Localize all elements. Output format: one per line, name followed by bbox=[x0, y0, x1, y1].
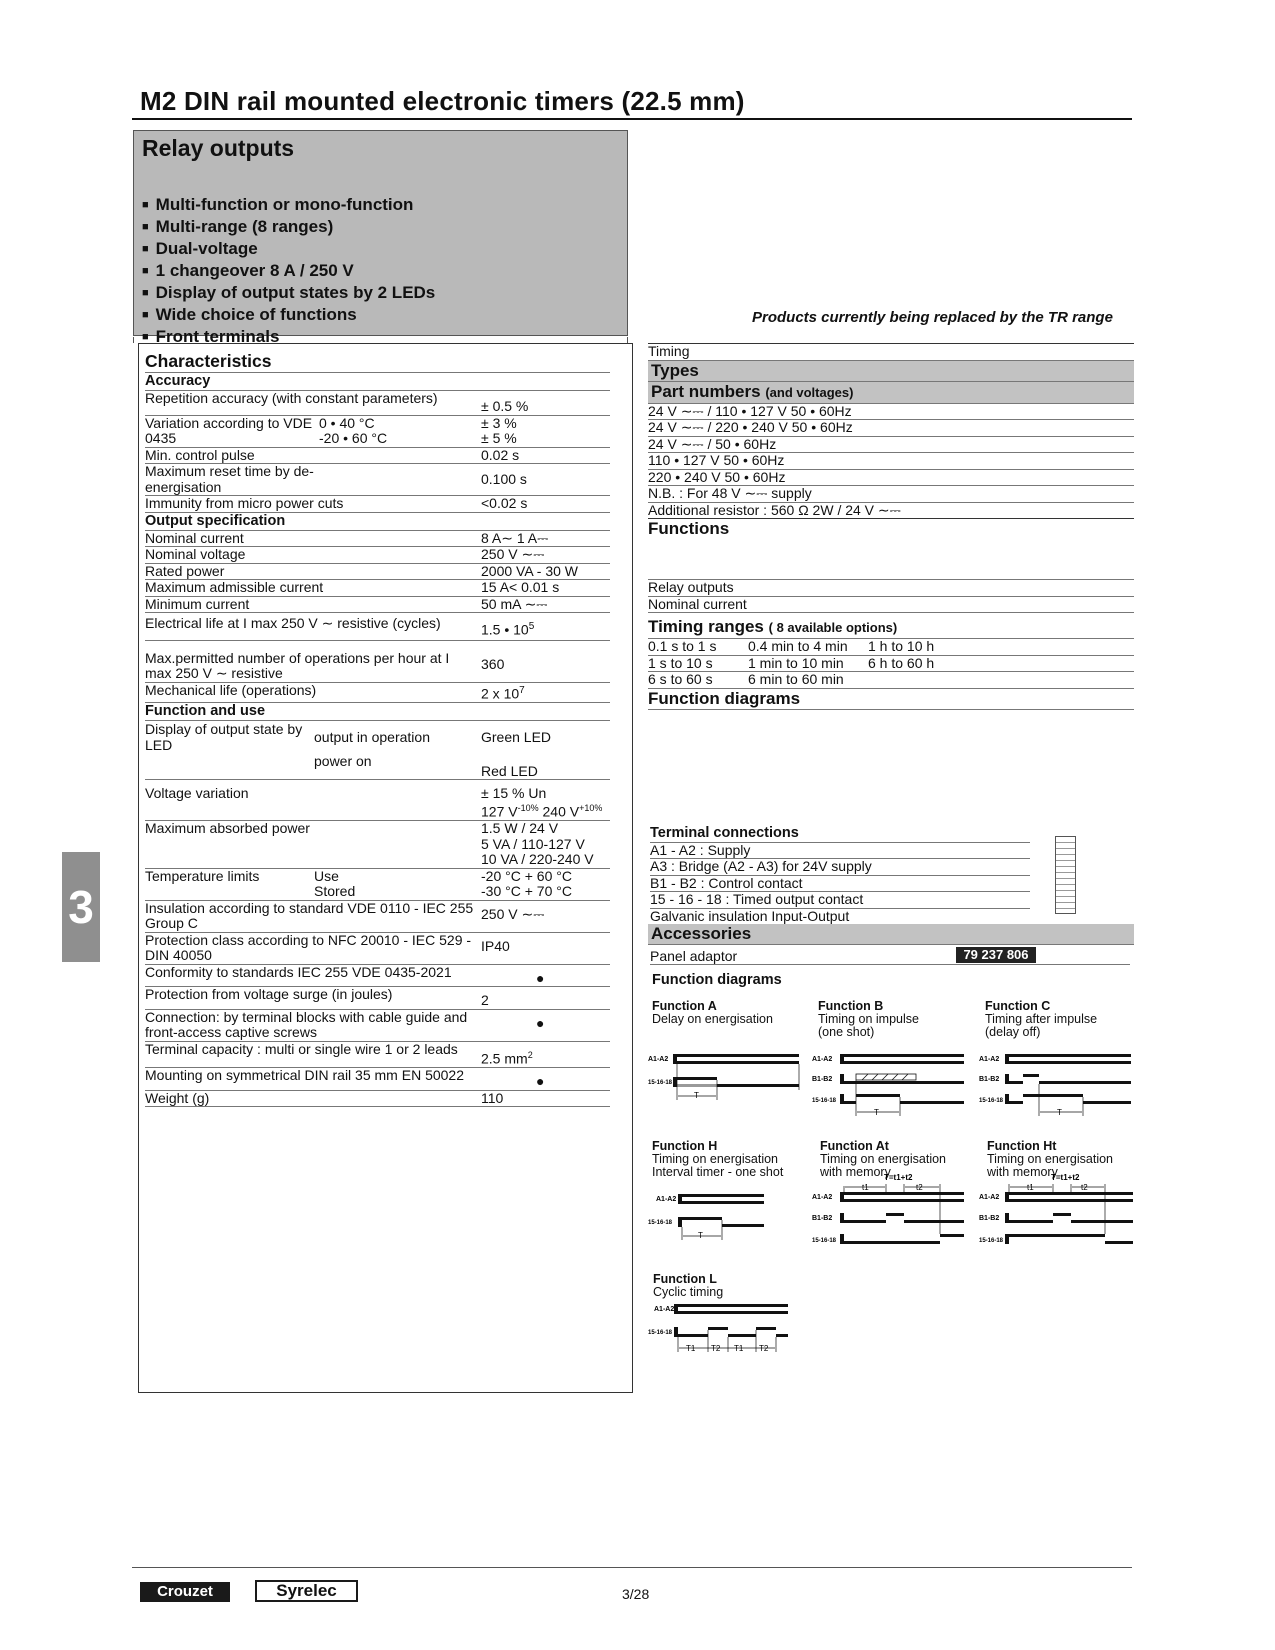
table-row: Min. control pulse 0.02 s bbox=[145, 448, 610, 465]
timing-ranges-heading: Timing ranges ( 8 available options) bbox=[648, 613, 1134, 639]
table-row: Immunity from micro power cuts <0.02 s bbox=[145, 496, 610, 513]
svg-text:T: T bbox=[874, 1108, 879, 1117]
function-l-diagram bbox=[648, 1300, 798, 1360]
table-row: Maximum reset time by de-energisation 0.100 s bbox=[145, 464, 610, 496]
list-item: N.B. : For 48 V ∼⎓ supply bbox=[648, 486, 1134, 503]
crouzet-logo: Crouzet bbox=[140, 1582, 230, 1602]
svg-text:15-16-18: 15-16-18 bbox=[812, 1098, 837, 1104]
feature-item: ■ Dual-voltage bbox=[142, 239, 435, 261]
relay-outputs-banner bbox=[133, 130, 628, 346]
table-row: Mounting on symmetrical DIN rail 35 mm EN 50022 ● bbox=[145, 1068, 610, 1091]
svg-text:A1-A2: A1-A2 bbox=[979, 1056, 1000, 1063]
part-number-badge: 79 237 806 bbox=[956, 947, 1036, 963]
part-numbers-heading: Part numbers (and voltages) bbox=[648, 382, 1134, 404]
list-item: A3 : Bridge (A2 - A3) for 24V supply bbox=[650, 859, 1030, 876]
svg-text:B1-B2: B1-B2 bbox=[812, 1215, 833, 1222]
svg-text:B1-B2: B1-B2 bbox=[812, 1076, 833, 1083]
function-l-caption: Function L Cyclic timing bbox=[653, 1272, 724, 1299]
function-a-caption: Function A Delay on energisation bbox=[652, 999, 773, 1026]
svg-text:A1-A2: A1-A2 bbox=[656, 1196, 677, 1203]
table-row: Repetition accuracy (with constant parameters) ± 0.5 % bbox=[145, 391, 610, 416]
syrelec-logo: Syrelec bbox=[255, 1580, 358, 1602]
feature-item: ■ Multi-function or mono-function bbox=[142, 195, 435, 217]
table-row: Variation according to VDE 0435 0 • 40 °C -20 • 60 °C ± 3 % ± 5 % bbox=[145, 416, 610, 448]
svg-text:T: T bbox=[1057, 1108, 1062, 1117]
range-row: 0.1 s to 1 s 0.4 min to 4 min 1 h to 10 h bbox=[648, 639, 1134, 656]
table-row: Weight (g) 110 bbox=[145, 1091, 610, 1108]
function-b-diagram bbox=[812, 1050, 972, 1122]
feature-item: ■ Wide choice of functions bbox=[142, 305, 435, 327]
accuracy-heading: Accuracy bbox=[145, 373, 610, 391]
function-c-diagram bbox=[979, 1050, 1139, 1122]
list-item: 24 V ∼⎓ / 220 • 240 V 50 • 60Hz bbox=[648, 420, 1134, 437]
svg-text:A1-A2: A1-A2 bbox=[648, 1056, 669, 1063]
svg-text:A1-A2: A1-A2 bbox=[812, 1194, 833, 1201]
table-row: Max.permitted number of operations per hour at I max 250 V ∼ resistive 360 bbox=[145, 641, 610, 683]
table-row: Protection from voltage surge (in joules) 2 bbox=[145, 987, 610, 1010]
svg-text:T: T bbox=[694, 1091, 699, 1100]
table-row: Voltage variation ± 15 % Un 127 $V^{-10\%}$ 240 $V^{+10\%}$ bbox=[145, 780, 610, 822]
svg-text:t1: t1 bbox=[1027, 1183, 1034, 1192]
page-number: 3/28 bbox=[622, 1586, 650, 1602]
types-heading: Types bbox=[648, 361, 1134, 382]
svg-text:T=t1+t2: T=t1+t2 bbox=[1051, 1173, 1080, 1182]
function-ht-caption: Function Ht Timing on energisation with memory bbox=[987, 1139, 1113, 1179]
svg-text:T2: T2 bbox=[711, 1344, 721, 1353]
replacement-note: Products currently being replaced by the TR range bbox=[752, 309, 1113, 326]
table-row: Mechanical life (operations) 2 x $10^7$ bbox=[145, 683, 610, 703]
list-item: 24 V ∼⎓ / 50 • 60Hz bbox=[648, 437, 1134, 454]
list-item: B1 - B2 : Control contact bbox=[650, 876, 1030, 893]
table-row: Conformity to standards IEC 255 VDE 0435-2021 ● bbox=[145, 965, 610, 988]
function-diagrams-title: Function diagrams bbox=[652, 972, 782, 988]
range-row: 1 s to 10 s 1 min to 10 min 6 h to 60 h bbox=[648, 656, 1134, 673]
function-at-diagram bbox=[812, 1172, 972, 1258]
list-item: 220 • 240 V 50 • 60Hz bbox=[648, 470, 1134, 487]
feature-item: ■ Multi-range (8 ranges) bbox=[142, 217, 435, 239]
title-rule bbox=[132, 118, 1132, 120]
list-item: 24 V ∼⎓ / 110 • 127 V 50 • 60Hz bbox=[648, 404, 1134, 421]
footer-rule bbox=[132, 1567, 1132, 1568]
function-h-caption: Function H Timing on energisation Interval timer - one shot bbox=[652, 1139, 784, 1179]
function-at-caption: Function At Timing on energisation with memory bbox=[820, 1139, 946, 1179]
svg-text:t1: t1 bbox=[862, 1183, 869, 1192]
svg-text:15-16-18: 15-16-18 bbox=[812, 1238, 837, 1244]
table-row: Connection: by terminal blocks with cable guide and front-access captive screws ● bbox=[145, 1010, 610, 1042]
list-item: 110 • 127 V 50 • 60Hz bbox=[648, 453, 1134, 470]
table-row: Minimum current 50 mA ∼⎓ bbox=[145, 597, 610, 614]
table-row: Terminal capacity : multi or single wire 1 or 2 leads 2.5 $mm^2$ bbox=[145, 1042, 610, 1068]
svg-text:T: T bbox=[698, 1231, 703, 1240]
svg-text:T=t1+t2: T=t1+t2 bbox=[884, 1173, 913, 1182]
relay-outputs-row: Relay outputs bbox=[648, 580, 1134, 597]
table-row: Display of output state by LED output in operation power on Green LED Red LED bbox=[145, 721, 610, 780]
ordering-table: Timing Types Part numbers (and voltages) 24 V ∼⎓ / 110 • 127 V 50 • 60Hz 24 V ∼⎓ / 220 • 240 V 50 • 60Hz 24 V ∼⎓ / 50 • 60Hz 110 • 127 V 50 • 60Hz 220 • 240 V 50 • 60Hz N.B. : For 48 V ∼⎓ supply Additional resistor : 560 Ω 2W / 24 V ∼⎓ Functions Relay outputs Nominal current Timing ranges ( 8 available options) 0.1 s to 1 s 0.4 min to 4 min 1 h to 10 h 1 s to 10 s 1 min to 10 min 6 h to 60 h 6 s to 60 s 6 min to 60 min Function diagrams bbox=[648, 343, 1134, 710]
function-a-diagram bbox=[648, 1050, 803, 1106]
table-row: Temperature limits Use Stored -20 °C + 60 °C -30 °C + 70 °C bbox=[145, 869, 610, 901]
list-item: A1 - A2 : Supply bbox=[650, 843, 1030, 860]
accessories-heading: Accessories bbox=[648, 924, 1134, 945]
feature-item: ■ Front terminals bbox=[142, 327, 435, 349]
table-row: Maximum absorbed power 1.5 W / 24 V 5 VA / 110-127 V 10 VA / 220-240 V bbox=[145, 821, 610, 869]
svg-text:15-16-18: 15-16-18 bbox=[648, 1330, 673, 1336]
svg-text:B1-B2: B1-B2 bbox=[979, 1215, 1000, 1222]
terminal-title: Terminal connections bbox=[650, 826, 1030, 843]
terminal-block-icon bbox=[1055, 836, 1076, 914]
svg-text:T2: T2 bbox=[759, 1344, 769, 1353]
output-heading: Output specification bbox=[145, 513, 610, 531]
function-diagrams-heading: Function diagrams bbox=[648, 689, 1134, 710]
table-row: Insulation according to standard VDE 0110 - IEC 255 Group C 250 V ∼⎓ bbox=[145, 901, 610, 933]
table-row: Rated power 2000 VA - 30 W bbox=[145, 564, 610, 581]
svg-text:15-16-18: 15-16-18 bbox=[648, 1220, 673, 1226]
table-row: Protection class according to NFC 20010 - IEC 529 - DIN 40050 IP40 bbox=[145, 933, 610, 965]
panel-adaptor-row: Panel adaptor bbox=[650, 948, 1130, 965]
page-title: M2 DIN rail mounted electronic timers (22.5 mm) bbox=[140, 86, 745, 116]
list-item: 15 - 16 - 18 : Timed output contact bbox=[650, 892, 1030, 909]
svg-text:t2: t2 bbox=[1081, 1183, 1088, 1192]
table-row: Maximum admissible current 15 A< 0.01 s bbox=[145, 580, 610, 597]
list-item: Additional resistor : 560 Ω 2W / 24 V ∼⎓ bbox=[648, 503, 1134, 520]
feature-item: ■ 1 changeover 8 A / 250 V bbox=[142, 261, 435, 283]
section-tab: 3 bbox=[62, 852, 100, 962]
function-c-caption: Function C Timing after impulse (delay off) bbox=[985, 999, 1098, 1039]
svg-text:A1-A2: A1-A2 bbox=[654, 1306, 675, 1313]
accessories-section bbox=[648, 924, 1134, 945]
function-heading: Function and use bbox=[145, 703, 610, 721]
svg-text:B1-B2: B1-B2 bbox=[979, 1076, 1000, 1083]
feature-list bbox=[142, 195, 435, 349]
table-row: Electrical life at I max 250 V ∼ resistive (cycles) 1.5 • $10^5$ bbox=[145, 613, 610, 641]
svg-text:15-16-18: 15-16-18 bbox=[979, 1098, 1004, 1104]
svg-text:T1: T1 bbox=[686, 1344, 696, 1353]
functions-heading: Functions bbox=[648, 519, 1134, 580]
svg-text:15-16-18: 15-16-18 bbox=[648, 1080, 673, 1086]
svg-text:15-16-18: 15-16-18 bbox=[979, 1238, 1004, 1244]
nominal-current-row: Nominal current bbox=[648, 597, 1134, 614]
table-row: Nominal current 8 A∼ 1 A⎓ bbox=[145, 531, 610, 548]
list-item: Galvanic insulation Input-Output bbox=[650, 909, 1030, 926]
svg-text:A1-A2: A1-A2 bbox=[812, 1056, 833, 1063]
function-h-diagram bbox=[648, 1190, 768, 1246]
characteristics-table bbox=[145, 350, 610, 1107]
range-row: 6 s to 60 s 6 min to 60 min bbox=[648, 672, 1134, 689]
function-ht-diagram bbox=[979, 1172, 1139, 1258]
characteristics-title: Characteristics bbox=[145, 350, 610, 373]
feature-item: ■ Display of output states by 2 LEDs bbox=[142, 283, 435, 305]
table-row: Nominal voltage 250 V ∼⎓ bbox=[145, 547, 610, 564]
svg-text:T1: T1 bbox=[734, 1344, 744, 1353]
svg-text:t2: t2 bbox=[916, 1183, 923, 1192]
banner-title: Relay outputs bbox=[142, 135, 295, 161]
function-b-caption: Function B Timing on impulse (one shot) bbox=[818, 999, 919, 1039]
svg-text:A1-A2: A1-A2 bbox=[979, 1194, 1000, 1201]
terminal-connections bbox=[650, 826, 1030, 925]
